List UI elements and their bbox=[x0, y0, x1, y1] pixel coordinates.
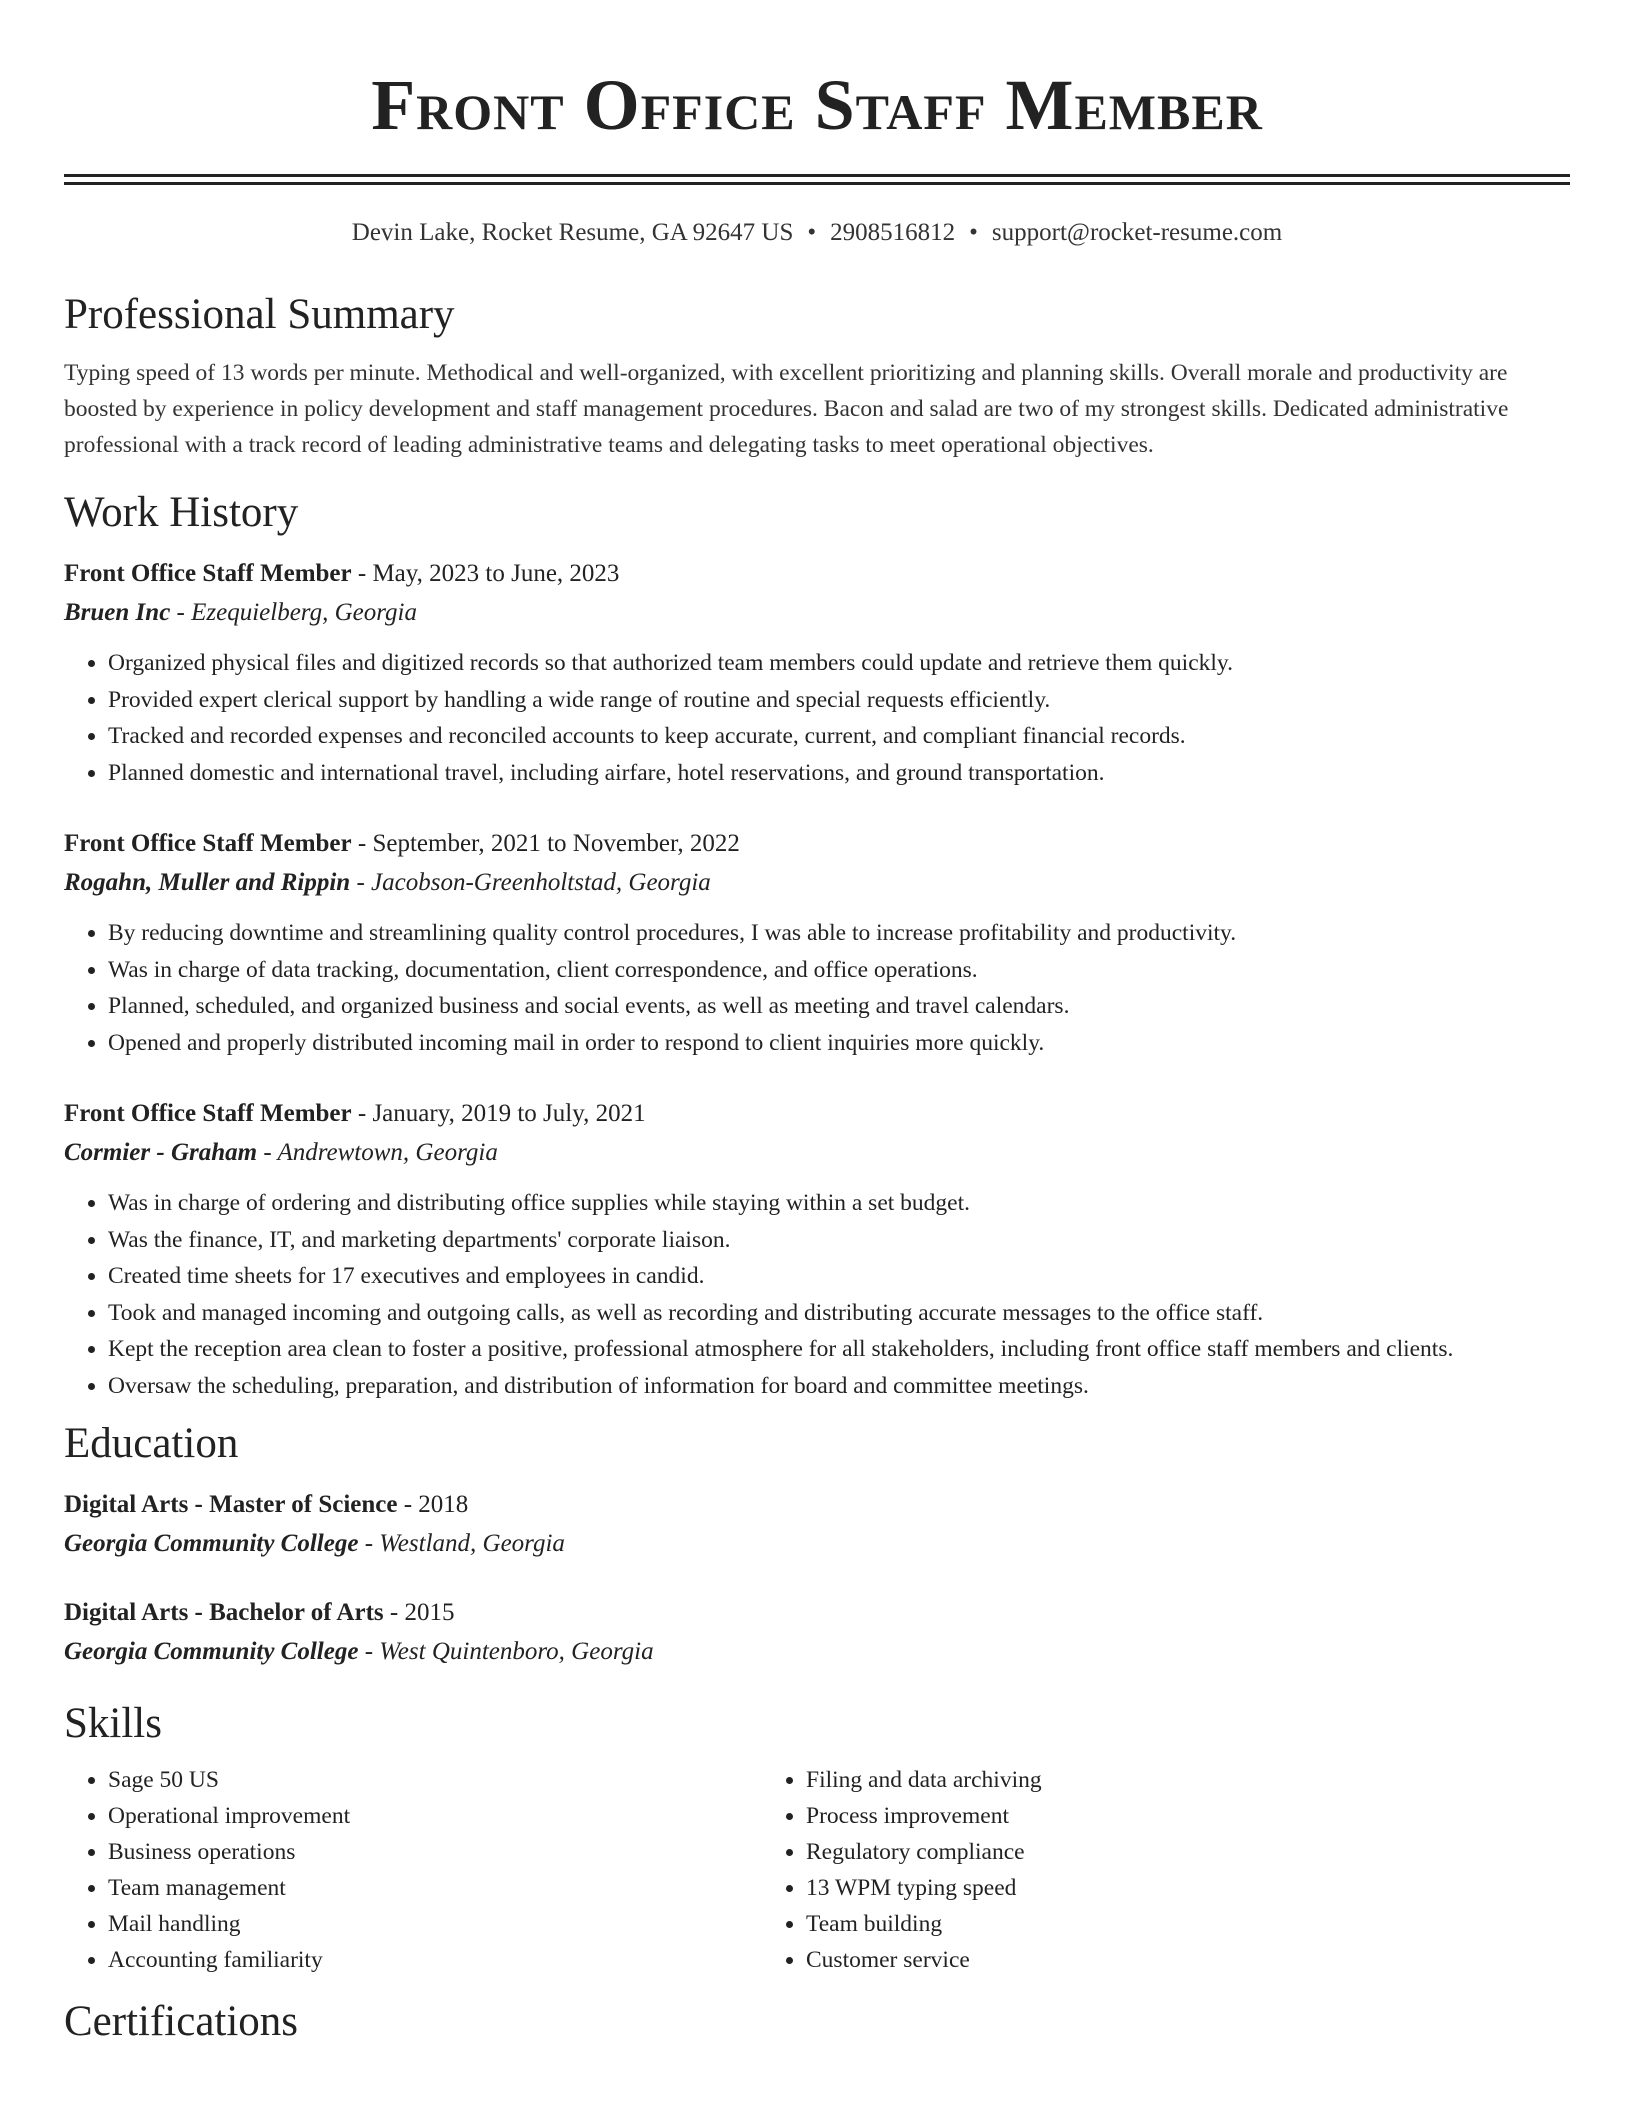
degree-year: - 2015 bbox=[383, 1599, 455, 1626]
job-company-line bbox=[64, 863, 1570, 903]
contact-separator: • bbox=[807, 219, 817, 246]
job-title-line bbox=[64, 825, 1570, 863]
job-bullets bbox=[64, 645, 1570, 791]
skill-item: • Process improvement bbox=[806, 1798, 1512, 1834]
school-line bbox=[64, 1632, 1570, 1672]
job-dates: - May, 2023 to June, 2023 bbox=[351, 560, 620, 587]
job-bullet: • Was in charge of data tracking, documentation, client correspondence, and office operations. bbox=[108, 952, 1570, 989]
contact-address: Devin Lake, Rocket Resume, GA 92647 US bbox=[351, 219, 794, 246]
contact-phone: 2908516812 bbox=[830, 219, 956, 246]
skills-column-right bbox=[762, 1762, 1512, 1978]
skill-item: • Filing and data archiving bbox=[806, 1762, 1512, 1798]
job-bullet: • Tracked and recorded expenses and reconciled accounts to keep accurate, current, and compliant financial records. bbox=[108, 718, 1570, 755]
job-title: Front Office Staff Member bbox=[64, 1100, 352, 1127]
section-heading-work-history: Work History bbox=[64, 489, 299, 536]
job-title-line bbox=[64, 555, 1570, 593]
job-bullets bbox=[64, 1185, 1570, 1404]
skill-item: • Team management bbox=[108, 1870, 762, 1906]
school-name: Georgia Community College bbox=[64, 1530, 359, 1557]
skill-item: • Sage 50 US bbox=[108, 1762, 762, 1798]
school-location: - Westland, Georgia bbox=[358, 1530, 565, 1557]
job-bullet: • Was the finance, IT, and marketing departments' corporate liaison. bbox=[108, 1222, 1570, 1259]
degree-line bbox=[64, 1486, 1570, 1524]
job-bullet: • Opened and properly distributed incoming mail in order to respond to client inquiries more quickly. bbox=[108, 1025, 1570, 1062]
contact-separator: • bbox=[969, 219, 978, 246]
job-company-line bbox=[64, 1133, 1570, 1173]
job-entry bbox=[64, 1095, 1570, 1404]
job-title-line bbox=[64, 1095, 1570, 1133]
job-bullet: • Took and managed incoming and outgoing calls, as well as recording and distributing accurate messages to the office staff. bbox=[108, 1295, 1570, 1332]
job-bullet: • Organized physical files and digitized records so that authorized team members could update and retrieve them quickly. bbox=[108, 645, 1570, 682]
degree-name: Digital Arts - Bachelor of Arts bbox=[64, 1599, 384, 1626]
summary-text: Typing speed of 13 words per minute. Methodical and well-organized, with excellent prioritizing and planning skills. Overall morale and productivity are boosted by experience in policy development and staff management procedures. Bacon and salad are two of my strongest skills. Dedicated administrative professional with a track record of leading administrative teams and delegating tasks to meet operational objectives. bbox=[64, 360, 1509, 458]
job-entry bbox=[64, 555, 1570, 791]
resume-page bbox=[64, 0, 1570, 2048]
skill-item: • Business operations bbox=[108, 1834, 762, 1870]
job-bullet: • Oversaw the scheduling, preparation, and distribution of information for board and committee meetings. bbox=[108, 1368, 1570, 1405]
contact-email: support@rocket-resume.com bbox=[991, 219, 1283, 246]
section-heading-skills: Skills bbox=[64, 1700, 162, 1747]
job-company: Bruen Inc bbox=[64, 599, 171, 626]
job-bullet: • By reducing downtime and streamlining quality control procedures, I was able to increase profitability and productivity. bbox=[108, 915, 1570, 952]
skill-item: • Mail handling bbox=[108, 1906, 762, 1942]
skill-item: • Team building bbox=[806, 1906, 1512, 1942]
education-entry bbox=[64, 1594, 1570, 1672]
job-entry bbox=[64, 825, 1570, 1061]
degree-line bbox=[64, 1594, 1570, 1632]
section-heading-education: Education bbox=[64, 1420, 239, 1467]
school-line bbox=[64, 1524, 1570, 1564]
skill-item: • 13 WPM typing speed bbox=[806, 1870, 1512, 1906]
skills-grid bbox=[64, 1762, 1570, 1978]
contact-line bbox=[64, 217, 1570, 249]
job-bullet: • Planned, scheduled, and organized business and social events, as well as meeting and travel calendars. bbox=[108, 988, 1570, 1025]
job-company-line bbox=[64, 593, 1570, 633]
skills-column-left bbox=[64, 1762, 762, 1978]
section-heading-certifications: Certifications bbox=[64, 1998, 299, 2045]
skill-item: • Customer service bbox=[806, 1942, 1512, 1978]
school-name: Georgia Community College bbox=[64, 1638, 359, 1665]
job-bullet: • Created time sheets for 17 executives and employees in candid. bbox=[108, 1258, 1570, 1295]
job-company: Rogahn, Muller and Rippin bbox=[64, 869, 351, 896]
job-bullet: • Kept the reception area clean to foster a positive, professional atmosphere for all stakeholders, including front office staff members and clients. bbox=[108, 1331, 1570, 1368]
job-dates: - September, 2021 to November, 2022 bbox=[351, 830, 740, 857]
job-location: - Andrewtown, Georgia bbox=[257, 1139, 498, 1166]
skill-item: • Operational improvement bbox=[108, 1798, 762, 1834]
skill-item: • Accounting familiarity bbox=[108, 1942, 762, 1978]
job-title: Front Office Staff Member bbox=[64, 560, 352, 587]
section-heading-summary: Professional Summary bbox=[64, 291, 455, 338]
degree-year: - 2018 bbox=[397, 1491, 469, 1518]
skill-item: • Regulatory compliance bbox=[806, 1834, 1512, 1870]
candidate-name: Front Office Staff Member bbox=[371, 65, 1263, 145]
header-divider bbox=[64, 174, 1570, 185]
job-bullet: • Was in charge of ordering and distributing office supplies while staying within a set budget. bbox=[108, 1185, 1570, 1222]
school-location: - West Quintenboro, Georgia bbox=[358, 1638, 654, 1665]
job-bullet: • Planned domestic and international travel, including airfare, hotel reservations, and ground transportation. bbox=[108, 755, 1570, 792]
degree-name: Digital Arts - Master of Science bbox=[64, 1491, 398, 1518]
job-bullets bbox=[64, 915, 1570, 1061]
job-company: Cormier - Graham bbox=[64, 1139, 258, 1166]
job-location: - Jacobson-Greenholtstad, Georgia bbox=[350, 869, 711, 896]
job-bullet: • Provided expert clerical support by handling a wide range of routine and special requests efficiently. bbox=[108, 682, 1570, 719]
education-entry bbox=[64, 1486, 1570, 1564]
job-dates: - January, 2019 to July, 2021 bbox=[351, 1100, 646, 1127]
job-title: Front Office Staff Member bbox=[64, 830, 352, 857]
job-location: - Ezequielberg, Georgia bbox=[170, 599, 418, 626]
